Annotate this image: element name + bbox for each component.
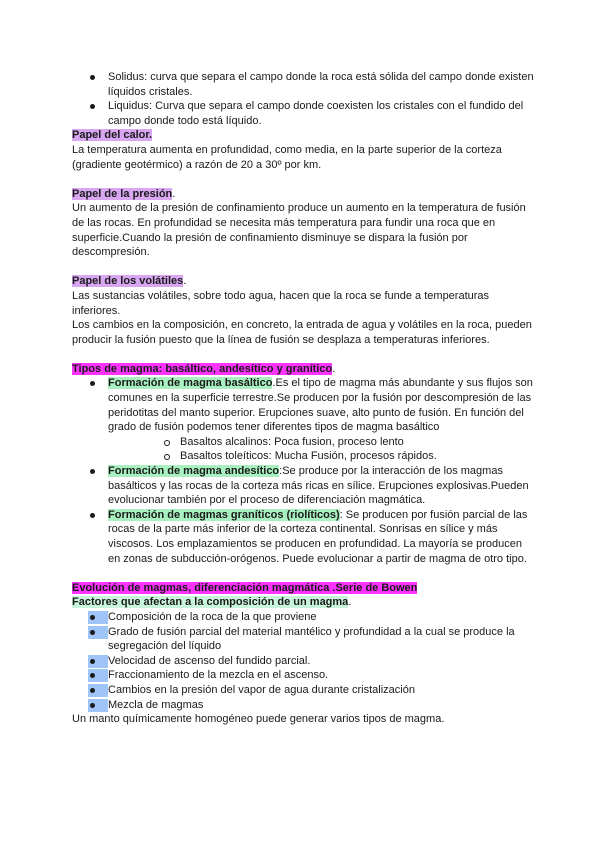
list-item-text: Composición de la roca de la que proviene [108,610,317,623]
heading-calor-text: Papel del calor. [72,129,153,142]
heading-tipos [72,362,534,377]
paragraph-closing: Un manto químicamente homogéneo puede generar varios tipos de magma. [72,713,445,726]
bullet-icon [90,615,95,620]
hollow-bullet-icon [164,440,170,446]
paragraph-volatiles-1: Las sustancias volátiles, sobre todo agua, hacen que la roca se funde a temperaturas inferiores. [72,289,490,317]
list-item-text: Liquidus: Curva que separa el campo donde coexisten los cristales con el fundido del campo donde todo está líquido. [108,100,524,127]
heading-volatiles-suffix: . [183,275,187,288]
list-item-factor-6 [72,698,534,713]
bullet-icon [90,688,95,693]
list-item-andesitico [72,464,534,508]
list-item-text: Solidus: curva que separa el campo donde la roca está sólida del campo donde existen líquidos cristales. [108,71,534,98]
bullet-icon [90,469,95,474]
heading-volatiles [72,274,534,289]
term-andesitico: Formación de magma andesítico [108,465,280,478]
list-item-factor-2 [72,625,534,654]
bullet-icon [90,673,95,678]
document-body [72,70,534,727]
list-item-text: Fraccionamiento de la mezcla en el ascenso. [108,669,329,682]
bullet-selection [88,626,108,639]
bullet-selection [88,669,108,682]
paragraph-calor: La temperatura aumenta en profundidad, como media, en la parte superior de la corteza (gradiente geotérmico) a razón de 20 a 30º por km. [72,143,502,171]
bullet-icon [90,75,95,80]
list-item-factor-5 [72,683,534,698]
bullet-icon [90,381,95,386]
list-item-liquidus [72,99,534,128]
list-item-text: Mezcla de magmas [108,698,204,711]
list-item-factor-1 [72,610,534,625]
paragraph-presion: Un aumento de la presión de confinamiento produce un aumento en la temperatura de fusión de las rocas. En profundidad se necesita más temperatura para fundir una roca que en superficie.Cuando la presión de confinamiento disminuye se dispara la fusión por descompresión. [72,202,526,259]
bullet-selection [88,655,108,668]
heading-factores-text: Factores que afectan a la composición de un magma [72,596,349,609]
bullet-icon [90,513,95,518]
heading-factores [72,595,534,610]
heading-volatiles-text: Papel de los volátiles [72,275,184,288]
bullet-icon [90,630,95,635]
term-basaltico: Formación de magma basáltico [108,377,273,390]
list-item-text: Grado de fusión parcial del material mantélico y profundidad a la cual se produce la segregación del líquido [108,625,515,653]
list-item-granitico [72,508,534,566]
list-item-text: Velocidad de ascenso del fundido parcial. [108,654,311,667]
hollow-bullet-icon [164,454,170,460]
heading-tipos-suffix: . [332,362,336,375]
heading-presion-suffix: . [172,187,176,200]
heading-tipos-text: Tipos de magma: basáltico, andesítico y granítico [72,362,333,375]
sublist-item-toleiticos [108,449,534,464]
sublist-item-alcalinos [108,435,534,450]
term-granitico: Formación de magmas graníticos (riolíticos) [108,508,340,521]
paragraph-volatiles-2: Los cambios en la composición, en concreto, la entrada de agua y volátiles en la roca, pueden producir la fusión puesto que la línea de fusión se desplaza a temperaturas inferiores. [72,319,532,346]
bullet-selection [88,611,108,624]
text-granitico: : Se producen por fusión parcial de las rocas de la parte más inferior de la corteza continental. Sonrisas en sílice y más viscosos. Los emplazamientos se producen en profundidad. La mayoría se producen en zonas de subducción-orógenos. Puede evolucionar a partir de magma de otro tipo. [108,508,528,565]
bullet-icon [90,703,95,708]
sublist-item-text: Basaltos alcalinos: Poca fusion, proceso lento [180,435,404,448]
basaltico-sublist [108,435,534,464]
list-item-factor-4 [72,668,534,683]
tipos-list [72,376,534,566]
heading-calor [72,128,534,143]
factores-list [72,610,534,712]
bullet-icon [90,104,95,109]
list-item-basaltico [72,376,534,464]
intro-list [72,70,534,128]
list-item-factor-3 [72,654,534,669]
list-item-solidus [72,70,534,99]
heading-evolucion [72,581,534,596]
heading-presion [72,187,534,202]
bullet-selection [88,684,108,697]
bullet-selection [88,699,108,712]
sublist-item-text: Basaltos toleíticos: Mucha Fusión, procesos rápidos. [180,450,437,463]
heading-presion-text: Papel de la presión [72,187,173,200]
list-item-text: Cambios en la presión del vapor de agua durante cristalización [108,683,415,696]
bullet-icon [90,659,95,664]
text-basaltico: .Es el tipo de magma más abundante y sus flujos son comunes en la superficie terrestre.Se producen por la fusión por descompresión de las peridotitas del manto superior. Erupciones suave, alto punto de fusión. En función del grado de fusión podemos tener diferentes tipos de magma basáltico [108,377,533,434]
heading-factores-suffix: . [348,596,352,609]
text-andesitico: :Se produce por la interacción de los magmas basálticos y las rocas de la corteza más ricas en sílice. Erupciones explosivas.Pueden evolucionar también por el proceso de diferenciación magmática. [108,465,529,507]
heading-evolucion-text: Evolución de magmas, diferenciación magmática .Serie de Bowen [72,581,418,594]
